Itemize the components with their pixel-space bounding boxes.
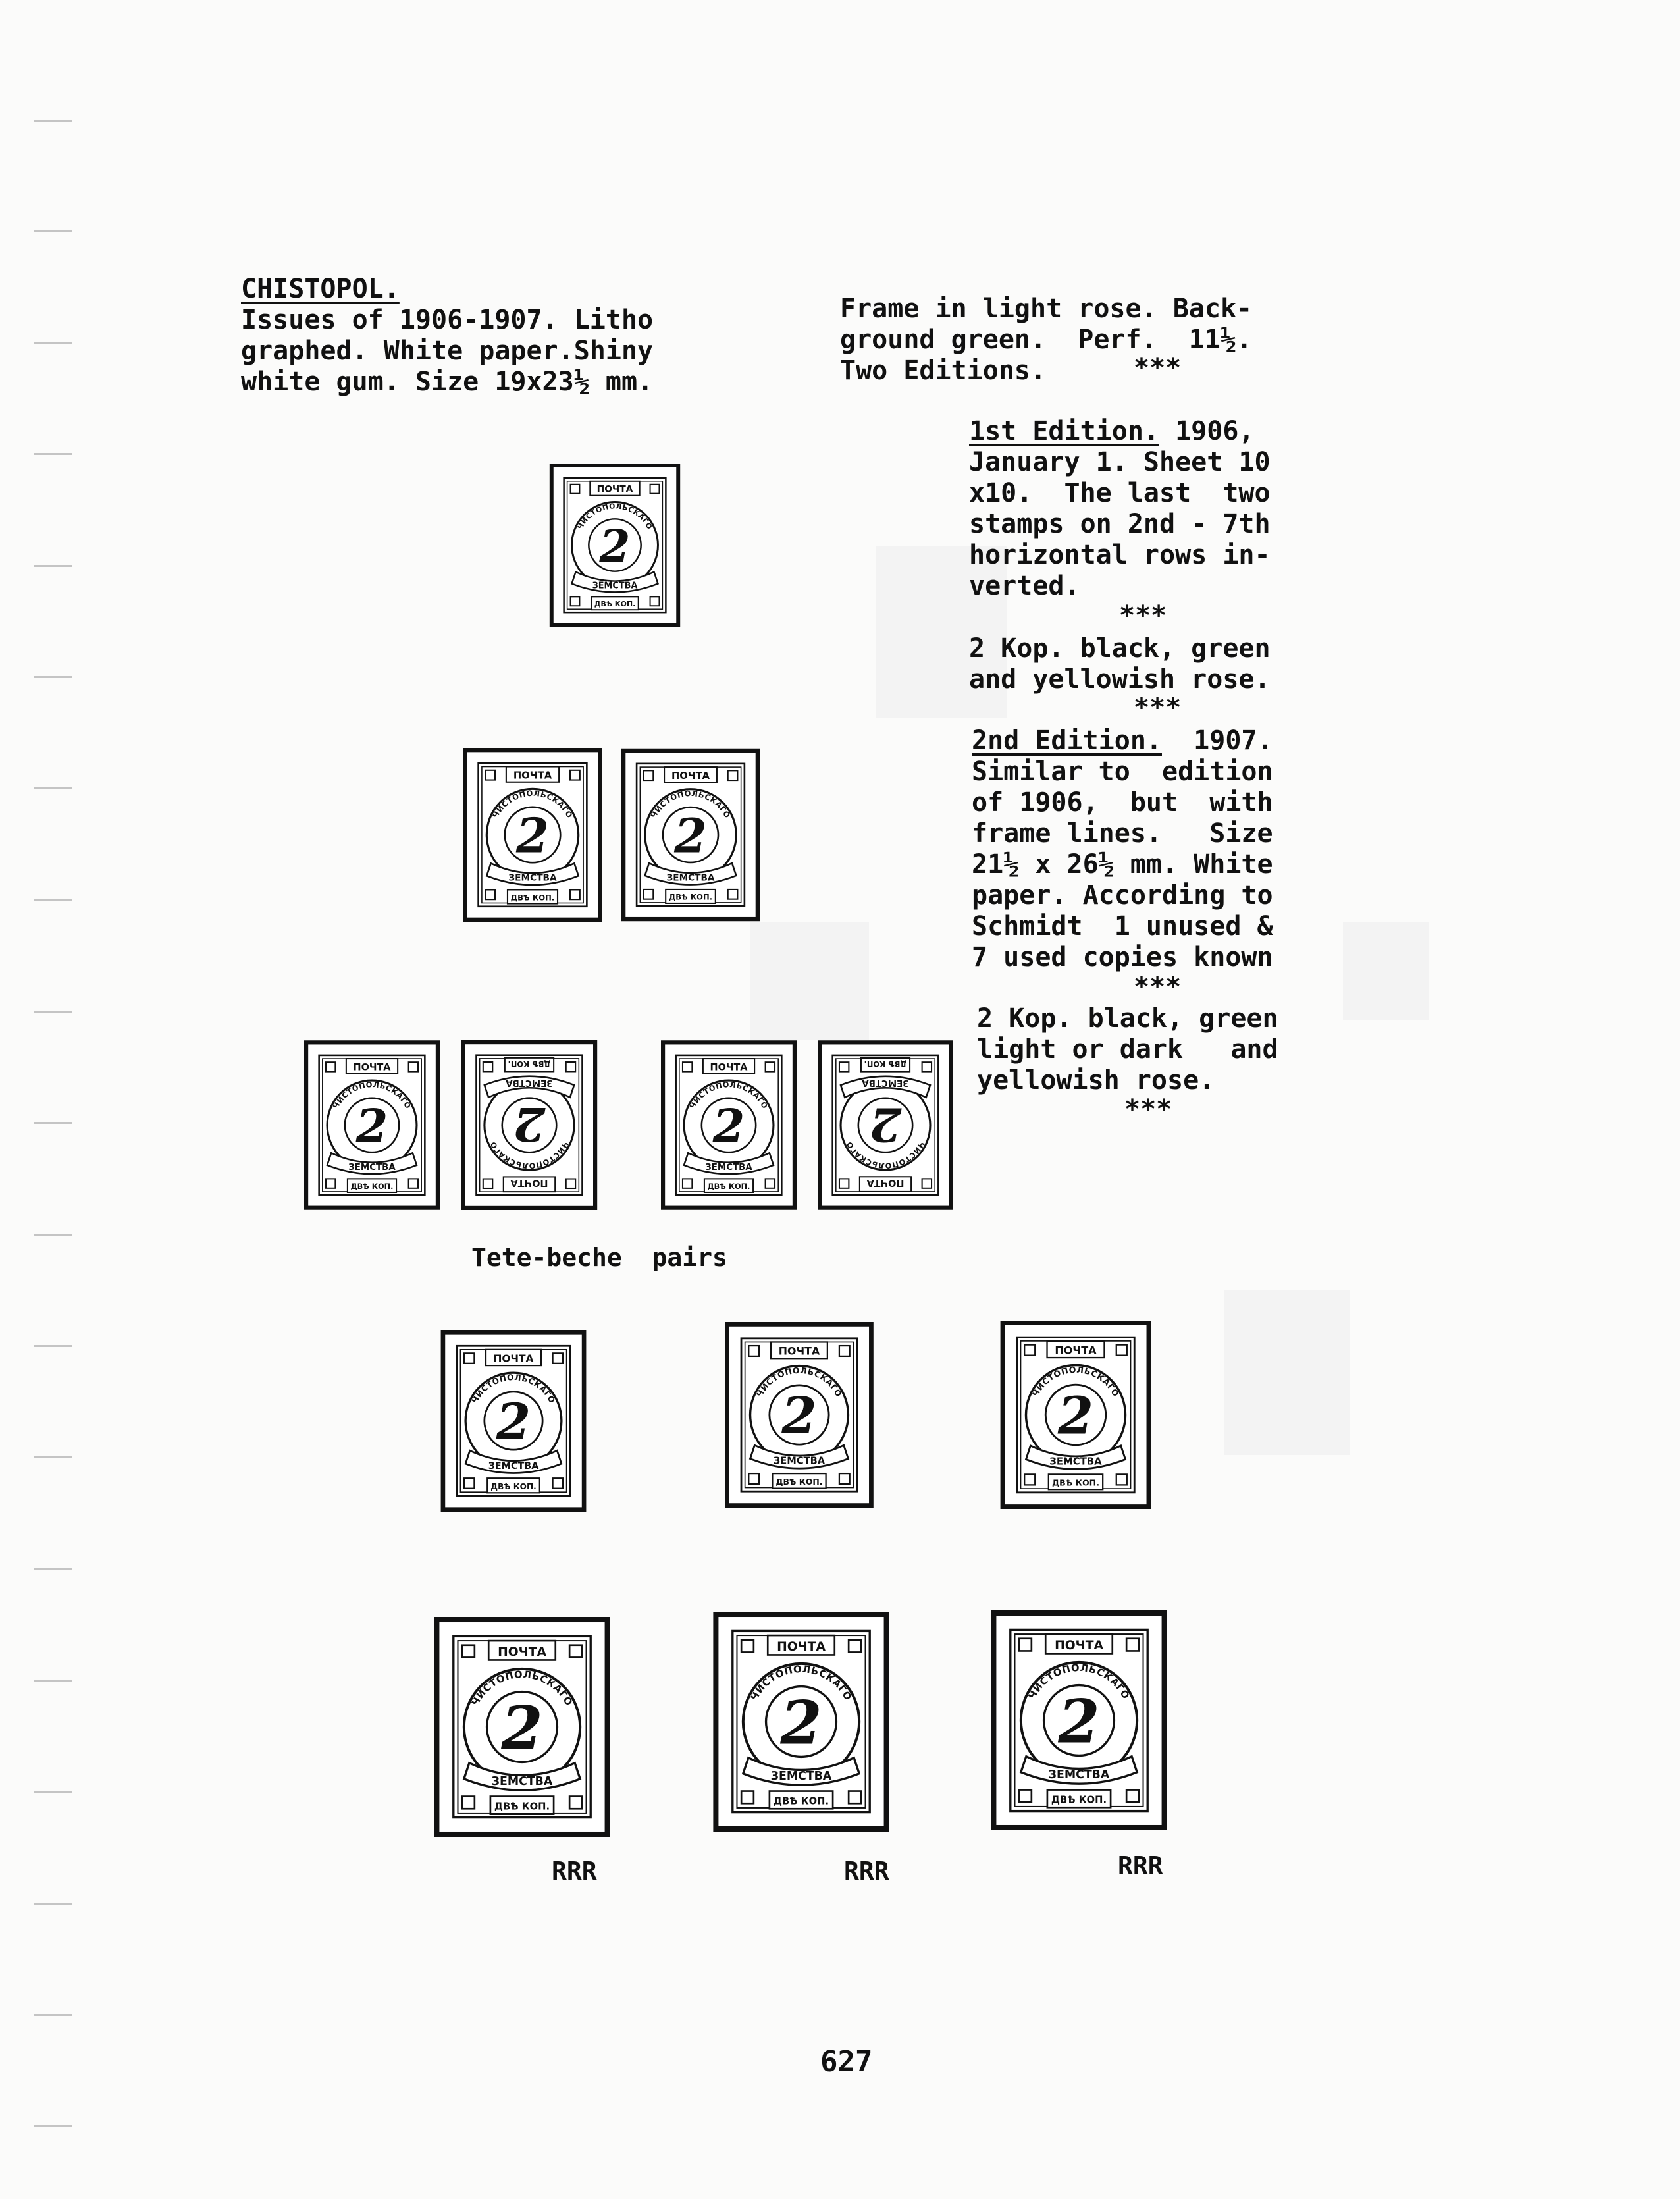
stamp-design (708, 1612, 894, 1832)
stamp-bottom-text: ЗЕМСТВА (491, 1775, 553, 1789)
stamp-denom-text: ДВѢ КОП. (775, 1477, 823, 1487)
frame-line: Two Editions. (840, 356, 1047, 386)
stamp-bottom-text: ЗЕМСТВА (770, 1770, 832, 1784)
stamp-denom-text: ДВѢ КОП. (490, 1481, 537, 1491)
stamp-value: 2 (869, 1097, 902, 1152)
second-edition-line: paper. According to (972, 880, 1273, 911)
stamp-bottom-text: ЗЕМСТВА (666, 872, 715, 884)
stamp-value: 2 (712, 1098, 745, 1153)
stamp-arc-text: ЧИСТОПОЛЬСКАГО (490, 788, 575, 820)
page-number: 627 (820, 2045, 873, 2079)
first-edition-line: January 1. Sheet 10 (969, 447, 1271, 477)
second-edition-title: 2nd Edition. (972, 726, 1162, 756)
stamp-top-text: ПОЧТА (510, 1177, 548, 1188)
stamp-bottom-text: ЗЕМСТВА (506, 1077, 553, 1088)
separator-stars: *** (1134, 972, 1182, 1002)
stamp-value: 2 (496, 1392, 531, 1451)
stamp-top-text: ПОЧТА (513, 770, 552, 782)
second-edition-line: Similar to edition (972, 756, 1273, 787)
stamp-tete-beche (661, 1040, 797, 1210)
show-through (750, 922, 869, 1040)
rarity-label: RRR (844, 1857, 889, 1886)
stamp-bottom-text: ЗЕМСТВА (508, 872, 557, 884)
stamp-design (985, 1610, 1173, 1830)
stamp-value: 2 (674, 808, 707, 864)
stamp-value: 2 (1058, 1687, 1100, 1757)
stamp-denom-text: ДВѢ КОП. (668, 892, 713, 902)
stamp-design (304, 1040, 440, 1210)
stamp-value: 2 (780, 1688, 822, 1759)
stamp-design (818, 1040, 953, 1210)
second-edition-line: 7 used copies known (972, 942, 1273, 972)
intro-line: Issues of 1906-1907. Litho (241, 305, 654, 335)
stamp-used (997, 1321, 1155, 1509)
stamp-bottom-text: ЗЕМСТВА (773, 1455, 826, 1467)
stamp-top-text: ПОЧТА (1055, 1638, 1103, 1653)
intro-line: graphed. White paper.Shiny (241, 336, 654, 366)
frame-block (840, 294, 1252, 386)
stamp-denom-text: ДВѢ КОП. (1051, 1794, 1107, 1806)
stamp-value: 2 (501, 1693, 543, 1764)
stamp-arc-text: ЧИСТОПОЛЬСКАГО (488, 1140, 571, 1171)
colors-line: and yellowish rose. (969, 664, 1271, 695)
first-edition-line: horizontal rows in- (969, 540, 1271, 570)
stamp-pair-right (621, 748, 760, 922)
stamp-second-edition (428, 1617, 616, 1837)
first-edition-line: stamps on 2nd - 7th (969, 509, 1271, 539)
stamp-denom-text: ДВѢ КОП. (508, 1059, 551, 1069)
stamp-design (440, 1330, 587, 1512)
stamp-design (428, 1617, 616, 1837)
stamp-design (549, 464, 681, 627)
separator-stars: *** (1134, 693, 1182, 723)
stamp-value: 2 (513, 1097, 546, 1152)
stamp-bottom-text: ЗЕМСТВА (705, 1162, 752, 1173)
stamp-value: 2 (516, 808, 549, 864)
second-edition-date: 1907. (1161, 726, 1273, 756)
stamp-top-text: ПОЧТА (498, 1645, 546, 1659)
first-edition-line: x10. The last two (969, 478, 1271, 508)
second-edition-block (972, 726, 1273, 973)
second-edition-line: frame lines. Size (972, 818, 1273, 849)
separator-stars: *** (1134, 353, 1182, 383)
stamp-design (462, 748, 603, 922)
stamp-top-text: ПОЧТА (710, 1062, 748, 1073)
stamp-denom-text: ДВѢ КОП. (1051, 1477, 1100, 1488)
stamp-pair-left (462, 748, 603, 922)
separator-stars: *** (1119, 600, 1167, 631)
stamp-design (621, 748, 760, 922)
show-through (1224, 1290, 1350, 1455)
colors-line: yellowish rose. (977, 1065, 1215, 1096)
colors-line: light or dark and (977, 1034, 1278, 1065)
rarity-label: RRR (552, 1857, 597, 1886)
stamp-tete-beche-inverted (459, 1040, 599, 1210)
stamp-arc-text: ЧИСТОПОЛЬСКАГО (1026, 1662, 1132, 1701)
stamp-arc-text: ЧИСТОПОЛЬСКАГО (844, 1140, 927, 1171)
stamp-bottom-text: ЗЕМСТВА (488, 1460, 539, 1471)
stamp-denom-text: ДВѢ КОП. (773, 1795, 829, 1807)
stamp-bottom-text: ЗЕМСТВА (592, 581, 638, 591)
stamp-design (459, 1040, 599, 1210)
stamp-top-text: ПОЧТА (866, 1177, 905, 1188)
rarity-label: RRR (1118, 1851, 1163, 1880)
stamp-arc-text: ЧИСТОПОЛЬСКАГО (575, 502, 654, 531)
stamp-denom-text: ДВѢ КОП. (510, 893, 555, 903)
stamp-denom-text: ДВѢ КОП. (707, 1181, 750, 1191)
frame-line: ground green. Perf. 11½. (840, 325, 1253, 355)
stamp-used (722, 1322, 877, 1508)
stamp-arc-text: ЧИСТОПОЛЬСКАГО (469, 1668, 575, 1708)
colors-line: 2 Kop. black, green (969, 633, 1271, 664)
stamp-bottom-text: ЗЕМСТВА (862, 1078, 909, 1088)
stamp-value: 2 (781, 1387, 817, 1446)
stamp-top-text: ПОЧТА (778, 1344, 820, 1358)
stamp-design (661, 1040, 797, 1210)
second-edition-line: Schmidt 1 unused & (972, 911, 1273, 941)
first-edition-date: 1906, (1159, 416, 1255, 446)
stamp-top-text: ПОЧТА (671, 770, 710, 782)
stamp-value: 2 (1057, 1386, 1094, 1446)
stamp-second-edition (708, 1612, 894, 1832)
stamp-tete-beche (304, 1040, 440, 1210)
stamp-tete-beche-inverted (818, 1040, 953, 1210)
stamp-bottom-text: ЗЕМСТВА (348, 1162, 396, 1173)
stamp-single (549, 464, 681, 627)
separator-stars: *** (1124, 1094, 1172, 1125)
first-edition-title: 1st Edition. (969, 416, 1159, 446)
stamp-bottom-text: ЗЕМСТВА (1049, 1455, 1102, 1468)
stamp-arc-text: ЧИСТОПОЛЬСКАГО (748, 1663, 854, 1703)
first-edition-line: verted. (969, 571, 1080, 601)
stamp-value: 2 (355, 1098, 388, 1153)
frame-line: Frame in light rose. Back- (840, 294, 1253, 324)
second-edition-line: 21½ x 26½ mm. White (972, 849, 1273, 880)
stamp-design (722, 1322, 877, 1508)
second-edition-colors (977, 1003, 1278, 1096)
stamp-denom-text: ДВѢ КОП. (350, 1181, 394, 1191)
first-edition-block (969, 416, 1271, 602)
stamp-denom-text: ДВѢ КОП. (864, 1059, 907, 1069)
intro-block (241, 274, 653, 398)
second-edition-line: of 1906, but with (972, 787, 1273, 818)
stamp-top-text: ПОЧТА (493, 1352, 534, 1365)
stamp-value: 2 (599, 519, 631, 572)
stamp-used (440, 1330, 587, 1512)
stamp-top-text: ПОЧТА (353, 1062, 391, 1073)
stamp-bottom-text: ЗЕМСТВА (1048, 1768, 1110, 1782)
stamp-top-text: ПОЧТА (777, 1639, 826, 1654)
show-through (1343, 922, 1429, 1020)
stamp-arc-text: ЧИСТОПОЛЬСКАГО (648, 789, 733, 820)
stamp-arc-text: ЧИСТОПОЛЬСКАГО (469, 1372, 558, 1405)
stamp-top-text: ПОЧТА (1055, 1344, 1097, 1357)
first-edition-colors (969, 633, 1271, 695)
stamp-arc-text: ЧИСТОПОЛЬСКАГО (687, 1080, 770, 1111)
stamp-second-edition (985, 1610, 1173, 1830)
stamp-denom-text: ДВѢ КОП. (594, 600, 636, 609)
intro-line: white gum. Size 19x23½ mm. (241, 367, 654, 397)
stamp-arc-text: ЧИСТОПОЛЬСКАГО (754, 1365, 845, 1399)
colors-line: 2 Kop. black, green (977, 1003, 1278, 1034)
stamp-denom-text: ДВѢ КОП. (494, 1801, 550, 1813)
stamp-arc-text: ЧИСТОПОЛЬСКАГО (330, 1080, 413, 1111)
tete-beche-caption: Tete-beche pairs (471, 1243, 727, 1272)
heading: CHISTOPOL. (241, 274, 400, 304)
stamp-arc-text: ЧИСТОПОЛЬСКАГО (1030, 1364, 1122, 1398)
stamp-design (997, 1321, 1155, 1509)
stamp-top-text: ПОЧТА (596, 484, 633, 495)
